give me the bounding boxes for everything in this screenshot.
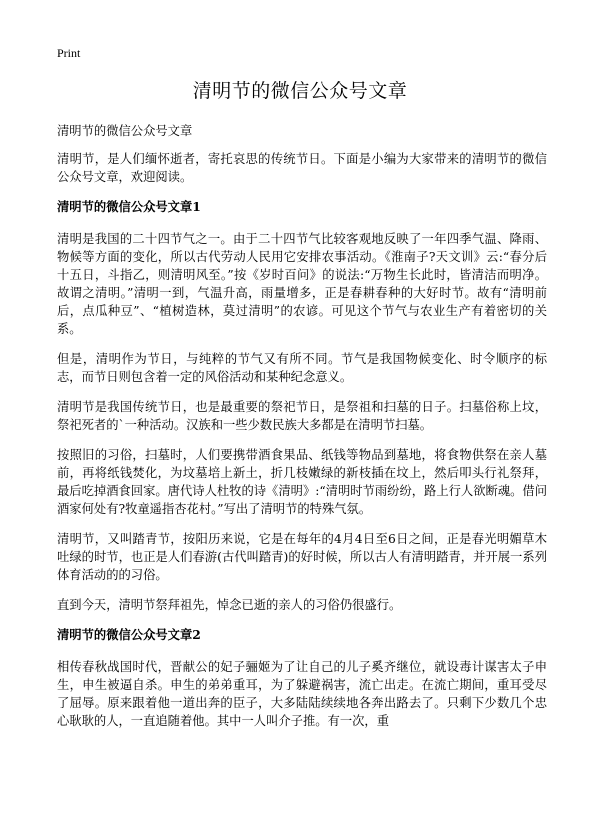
section-1-paragraph-4: 按照旧的习俗，扫墓时，人们要携带酒食果品、纸钱等物品到墓地，将食物供祭在亲人墓前，再将纸钱焚化，为坟墓培上新土，折几枝嫩绿的新枝插在坟上，然后叩头行礼祭拜，最后吃掉酒食回家。唐代诗人杜牧的诗《清明》:“清明时节雨纷纷，路上行人欲断魂。借问酒家何处有?牧童遥指杏花村。”写出了清明节的特殊气氛。: [57, 448, 548, 516]
article-body: [57, 122, 547, 742]
section-1-heading: 清明节的微信公众号文章1: [57, 199, 201, 214]
section-1-paragraph-2: 但是，清明作为节日，与纯粹的节气又有所不同。节气是我国物候变化、时令顺序的标志，而节日则包含着一定的风俗活动和某种纪念意义。: [57, 352, 547, 384]
page-title: 清明节的微信公众号文章: [192, 80, 408, 102]
print-link[interactable]: Print: [57, 46, 81, 60]
section-1-paragraph-3: 清明节是我国传统节日，也是最重要的祭祀节日，是祭祖和扫墓的日子。扫墓俗称上坟，祭祀死者的`一种活动。汉族和一些少数民族大多都是在清明节扫墓。: [57, 400, 547, 432]
section-1-paragraph-5: 清明节，又叫踏青节，按阳历来说，它是在每年的4月4日至6日之间，正是春光明媚草木吐绿的时节，也正是人们春游(古代叫踏青)的好时候，所以古人有清明踏青，并开展一系列体育活动的的习俗。: [57, 532, 547, 582]
section-2-heading: 清明节的微信公众号文章2: [57, 627, 201, 642]
article-subtitle: 清明节的微信公众号文章: [57, 124, 193, 138]
section-1-paragraph-6: 直到今天，清明节祭拜祖先，悼念已逝的亲人的习俗仍很盛行。: [57, 598, 402, 612]
section-1-paragraph-1: 清明是我国的二十四节气之一。由于二十四节气比较客观地反映了一年四季气温、降雨、物候等方面的变化，所以古代劳动人民用它安排农事活动。《淮南子?天文训》云:“春分后十五日，斗指乙，则清明风至。”按《岁时百问》的说法:“万物生长此时，皆清洁而明净。故谓之清明。”清明一到，气温升高，雨量增多，正是春耕春种的大好时节。故有“清明前后，点瓜种豆”、“植树造林，莫过清明”的农谚。可见这个节气与农业生产有着密切的关系。: [57, 232, 547, 336]
section-2-paragraph-1: 相传春秋战国时代，晋献公的妃子骊姬为了让自己的儿子奚齐继位，就设毒计谋害太子申生，申生被逼自杀。申生的弟弟重耳，为了躲避祸害，流亡出走。在流亡期间，重耳受尽了屈辱。原来跟着他一道出奔的臣子，大多陆陆续续地各奔出路去了。只剩下少数几个忠心耿耿的人，一直追随着他。其中一人叫介子推。有一次，重: [57, 660, 547, 728]
intro-paragraph: 清明节，是人们缅怀逝者，寄托哀思的传统节日。下面是小编为大家带来的清明节的微信公众号文章，欢迎阅读。: [57, 152, 547, 184]
